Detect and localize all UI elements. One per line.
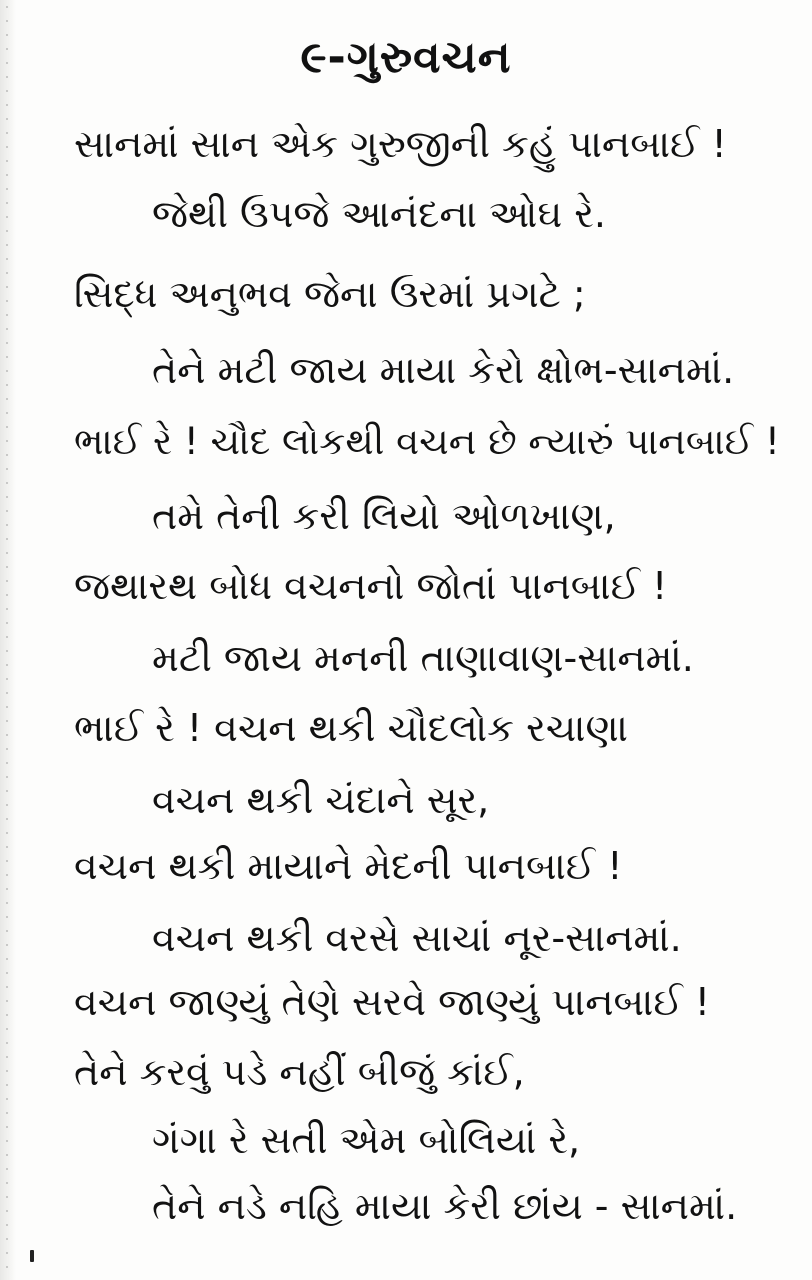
poem-line-8: મટી જાય મનની તાણાવાણ-સાનમાં. xyxy=(152,636,694,680)
poem-line-2: જેથી ઉપજે આનંદના ઓઘ રે. xyxy=(152,192,607,236)
poem-line-6: તમે તેની કરી લિયો ઓળખાણ, xyxy=(152,494,616,538)
poem-line-15: ગંગા રે સતી એમ બોલિયાં રે, xyxy=(152,1118,581,1162)
poem-line-12: વચન થકી વરસે સાચાં નૂર-સાનમાં. xyxy=(152,916,682,960)
poem-line-10: વચન થકી ચંદાને સૂર, xyxy=(152,778,490,822)
poem-line-13: વચન જાણ્યું તેણે સરવે જાણ્યું પાનબાઈ ! xyxy=(74,980,710,1024)
poem-line-14: તેને કરવું પડે નહીં બીજું કાંઈ, xyxy=(74,1050,525,1094)
poem-title: ૯-ગુરુવચન xyxy=(300,32,512,83)
page-left-edge xyxy=(0,0,16,1280)
scan-mark xyxy=(30,1250,34,1262)
poem-line-5: ભાઈ રે ! ચૌદ લોકથી વચન છે ન્યારું પાનબાઈ ! xyxy=(74,420,780,463)
poem-line-4: તેને મટી જાય માયા કેરો ક્ષોભ-સાનમાં. xyxy=(152,348,735,392)
poem-line-1: સાનમાં સાન એક ગુરુજીની કહું પાનબાઈ ! xyxy=(74,122,727,166)
poem-line-3: સિદ્ધ અનુભવ જેના ઉરમાં પ્રગટે ; xyxy=(74,272,586,316)
poem-line-9: ભાઈ રે ! વચન થકી ચૌદલોક રચાણા xyxy=(74,706,628,750)
poem-line-11: વચન થકી માયાને મેદની પાનબાઈ ! xyxy=(74,844,623,888)
poem-line-7: જથારથ બોધ વચનનો જોતાં પાનબાઈ ! xyxy=(74,564,668,608)
poem-line-16: તેને નડે નહિ માયા કેરી છાંય - સાનમાં. xyxy=(152,1184,738,1228)
scan-specks xyxy=(4,0,10,1280)
